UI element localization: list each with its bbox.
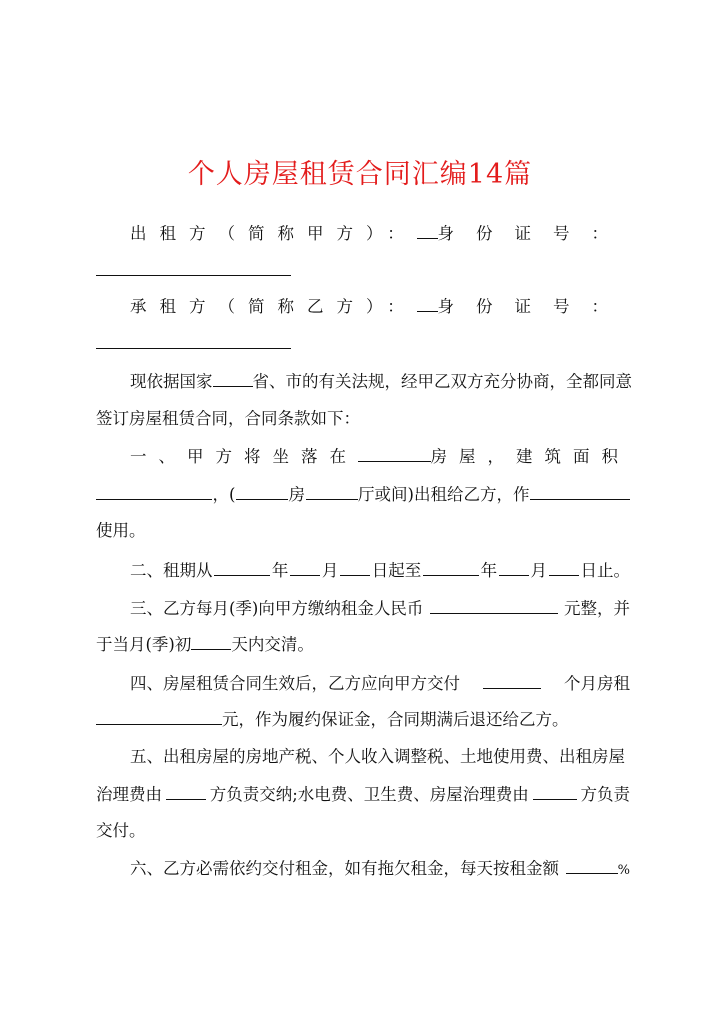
clause-4-line-2: [96, 709, 630, 731]
tax-party-blank: [166, 784, 206, 800]
intro-text-a: 现依据国家: [130, 372, 213, 391]
party-b-label: 承租方（简称乙方）：: [130, 297, 417, 316]
rooms-blank: [236, 484, 288, 500]
location-blank: [358, 446, 431, 462]
clause-6-text-a: 六、乙方必需依约交付租金，如有拖欠租金，每天按租金额: [130, 859, 559, 878]
clause-2-month-1: 月: [321, 561, 339, 580]
clause-5-text-a: 五、出租房屋的房地产税、个人收入调整税、土地使用费、出租房屋: [130, 747, 625, 766]
deposit-months-blank: [483, 673, 541, 689]
clause-2-day-to: 日止。: [580, 561, 630, 580]
party-b-name-blank: [417, 296, 438, 312]
clause-6-line-1: [130, 858, 630, 882]
end-day-blank: [549, 560, 579, 576]
halls-blank: [306, 484, 358, 500]
clause-1-text-f: 使用。: [96, 521, 146, 540]
clause-5-line-2: [96, 784, 630, 806]
party-b-id-line: [96, 333, 630, 355]
clause-3-text-b: 元整，并: [564, 599, 630, 618]
party-b-id-label: 身份证号：: [437, 297, 630, 316]
clause-6-percent: %: [617, 863, 630, 878]
clause-5-text-c: 方负责交纳;水电费、卫生费、房屋治理费由: [209, 785, 529, 804]
clause-1-line-1: [130, 446, 630, 468]
clause-4-text-b: 个月房租: [564, 674, 630, 693]
clause-1-line-2: [96, 484, 630, 506]
clause-5-line-1: [130, 746, 630, 768]
utility-party-blank: [533, 784, 577, 800]
document-title: 个人房屋租赁合同汇编14篇: [187, 159, 533, 190]
rent-amount-blank: [430, 598, 558, 614]
start-day-blank: [340, 560, 370, 576]
clause-1-text-e: 厅或间)出租给乙方，作: [358, 485, 530, 504]
deposit-amount-blank: [96, 709, 222, 725]
party-b-line: [130, 296, 630, 318]
party-a-id-label: 身份证号：: [437, 224, 630, 243]
intro-line-2: [96, 408, 630, 430]
clause-4-line-1: [130, 673, 630, 695]
intro-text-c: 签订房屋租赁合同，合同条款如下：: [96, 409, 360, 428]
start-month-blank: [290, 560, 320, 576]
clause-5-line-3: [96, 820, 630, 842]
party-a-id-blank: [96, 260, 291, 276]
clause-5-text-d: 方负责: [580, 785, 630, 804]
party-a-name-blank: [417, 223, 438, 239]
clause-3-text-d: 天内交清。: [231, 635, 314, 654]
intro-line-1: [130, 371, 630, 393]
clause-3-line-1: [130, 598, 630, 620]
clause-5-text-b: 治理费由: [96, 785, 162, 804]
clause-1-text-c: ，(: [212, 485, 236, 504]
clause-1-text-a: 一、甲方将坐落在: [130, 447, 358, 466]
clause-3-line-2: [96, 634, 630, 656]
intro-text-b: 省、市的有关法规，经甲乙双方充分协商，全都同意: [252, 372, 632, 391]
party-a-label: 出租方（简称甲方）：: [130, 224, 417, 243]
end-month-blank: [499, 560, 529, 576]
start-year-blank: [214, 560, 270, 576]
end-year-blank: [423, 560, 479, 576]
party-b-id-blank: [96, 333, 291, 349]
clause-4-text-a: 四、房屋租赁合同生效后，乙方应向甲方交付: [130, 674, 460, 693]
clause-1-text-b: 房屋，建筑面积: [430, 447, 630, 466]
usage-blank: [530, 484, 630, 500]
clause-2-line: [130, 560, 630, 582]
clause-3-text-c: 于当月(季)初: [96, 635, 192, 654]
area-blank: [96, 484, 212, 500]
clause-2-text-a: 二、租期从: [130, 561, 213, 580]
pay-days-blank: [191, 634, 231, 650]
clause-4-text-c: 元，作为履约保证金，合同期满后退还给乙方。: [222, 710, 569, 729]
late-fee-blank: [566, 858, 618, 874]
clause-2-year-2: 年: [480, 561, 498, 580]
clause-3-text-a: 三、乙方每月(季)向甲方缴纳租金人民币: [130, 599, 424, 618]
party-a-line: [130, 223, 630, 245]
clause-2-year-1: 年: [271, 561, 289, 580]
clause-1-line-3: [96, 520, 630, 542]
clause-2-month-2: 月: [530, 561, 548, 580]
province-blank: [213, 371, 253, 387]
clause-2-day-from: 日起至: [371, 561, 422, 580]
clause-5-text-e: 交付。: [96, 821, 146, 840]
party-a-id-line: [96, 260, 630, 282]
clause-1-text-d: 房: [288, 485, 305, 504]
